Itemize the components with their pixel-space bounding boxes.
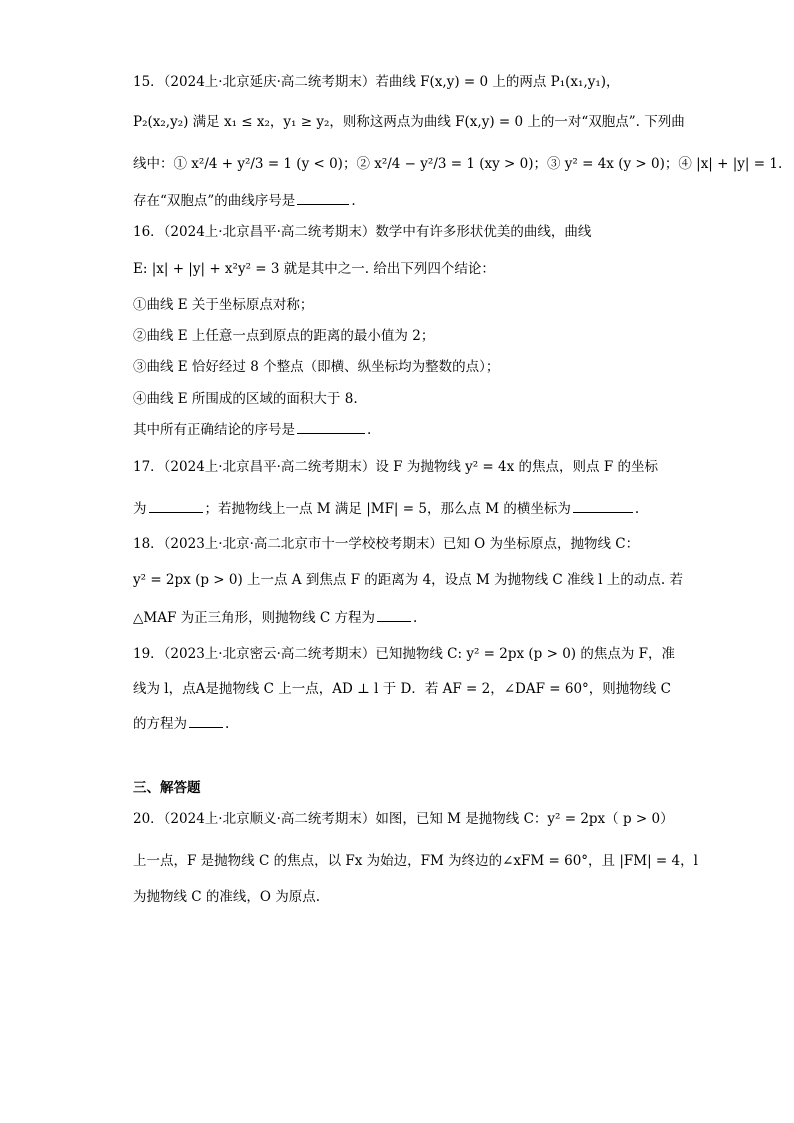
problem-18-line-2: y² = 2px (p > 0) 上一点 A 到焦点 F 的距离为 4，设点 M 为抛物线 C 准线 l 上的动点. 若 bbox=[133, 572, 683, 588]
problem-16-line-2: E: |x| + |y| + x²y² = 3 就是其中之一. 给出下列四个结论： bbox=[133, 261, 495, 277]
problem-16-item-3: ③曲线 E 恰好经过 8 个整点（即横、纵坐标均为整数的点）； bbox=[133, 359, 500, 375]
problem-17-line-1: 17．（2024上·北京昌平·高二统考期末）设 F 为抛物线 y² = 4x 的焦点，则点 F 的坐标 bbox=[133, 459, 658, 475]
answer-blank bbox=[297, 191, 349, 205]
period: . bbox=[413, 610, 418, 626]
problem-15-line-4 bbox=[133, 191, 356, 210]
answer-blank bbox=[189, 714, 223, 728]
problem-20-line-2: 上一点，F 是抛物线 C 的焦点，以 Fx 为始边，FM 为终边的∠xFM = 60°，且 |FM| = 4，l bbox=[133, 853, 698, 869]
problem-16-line-last bbox=[133, 420, 371, 439]
problem-15-answer-prompt: 存在“双胞点”的曲线序号是 bbox=[133, 193, 296, 209]
problem-20-line-3: 为抛物线 C 的准线，O 为原点. bbox=[133, 889, 321, 905]
section-title: 三、解答题 bbox=[133, 780, 201, 796]
problem-16-line-1: 16．（2024上·北京昌平·高二统考期末）数学中有许多形状优美的曲线，曲线 bbox=[133, 224, 592, 240]
problem-16-item-2: ②曲线 E 上任意一点到原点的距离的最小值为 2； bbox=[133, 328, 435, 344]
problem-17-line-2 bbox=[133, 499, 639, 518]
problem-19-line-1: 19．（2023上·北京密云·高二统考期末）已知抛物线 C: y² = 2px (p > 0) 的焦点为 F，准 bbox=[133, 646, 676, 662]
problem-15-line-3: 线中：① x²/4 + y²/3 = 1 (y < 0)；② x²/4 − y²/3 = 1 (xy > 0)；③ y² = 4x (y > 0)；④ |x| + |y| = 1. bbox=[133, 156, 783, 172]
problem-18-answer-prompt: △MAF 为正三角形，则抛物线 C 方程为 bbox=[133, 610, 376, 626]
answer-blank bbox=[149, 499, 203, 513]
problem-16-item-1: ①曲线 E 关于坐标原点对称； bbox=[133, 297, 314, 313]
answer-blank bbox=[377, 608, 411, 622]
period: . bbox=[367, 422, 372, 438]
period: . bbox=[351, 193, 356, 209]
problem-18-line-3 bbox=[133, 608, 417, 627]
problem-19-answer-prompt: 的方程为 bbox=[133, 716, 187, 732]
problem-16-item-4: ④曲线 E 所围成的区域的面积大于 8. bbox=[133, 391, 358, 407]
problem-20-line-1: 20．（2024上·北京顺义·高二统考期末）如图，已知 M 是抛物线 C：y² = 2px（ p > 0） bbox=[133, 811, 674, 827]
period: . bbox=[225, 716, 230, 732]
period: . bbox=[634, 501, 640, 517]
problem-19-line-2: 线为 l，点A是抛物线 C 上一点，AD ⊥ l 于 D．若 AF = 2，∠DAF = 60°，则抛物线 C bbox=[133, 681, 671, 697]
problem-15-line-2: P₂(x₂,y₂) 满足 x₁ ≤ x₂，y₁ ≥ y₂，则称这两点为曲线 F(x,y) = 0 上的一对“双胞点”. 下列曲 bbox=[133, 114, 685, 130]
answer-blank bbox=[297, 420, 365, 434]
problem-17-text-a: 为 bbox=[133, 501, 147, 517]
answer-blank bbox=[573, 499, 633, 513]
problem-15-line-1: 15．（2024上·北京延庆·高二统考期末）若曲线 F(x,y) = 0 上的两点 P₁(x₁,y₁)， bbox=[133, 74, 620, 90]
problem-17-text-b: ；若抛物线上一点 M 满足 |MF| = 5，那么点 M 的横坐标为 bbox=[204, 501, 571, 517]
problem-16-answer-prompt: 其中所有正确结论的序号是 bbox=[133, 422, 295, 438]
problem-19-line-3 bbox=[133, 714, 229, 733]
problem-18-line-1: 18．（2023上·北京·高二北京市十一学校校考期末）已知 O 为坐标原点，抛物线 C： bbox=[133, 536, 640, 552]
